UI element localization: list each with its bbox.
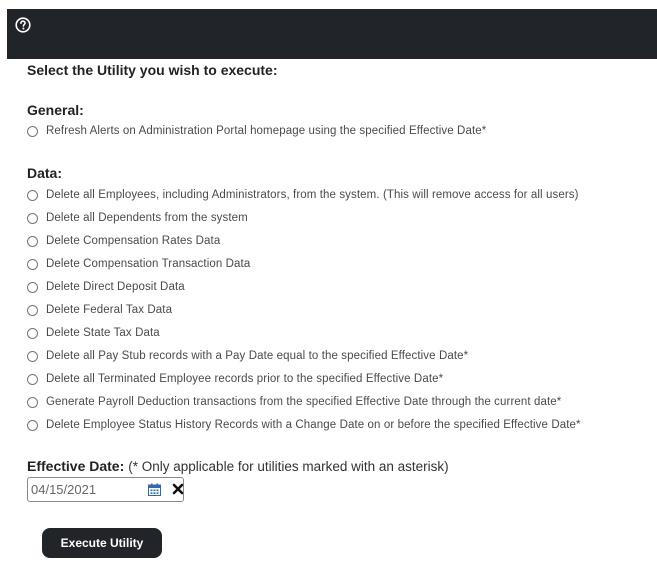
option-label: Delete all Employees, including Administrators, from the system. (This will remove access for all users) [46, 189, 579, 201]
option-label: Delete Employee Status History Records with a Change Date on or before the specified Effective Date* [46, 419, 581, 431]
option-label: Delete State Tax Data [46, 327, 160, 339]
delete-federal-tax-radio[interactable] [27, 305, 38, 316]
option-label: Delete all Dependents from the system [46, 212, 248, 224]
execute-utility-button[interactable]: Execute Utility [42, 528, 162, 558]
option-label: Delete Compensation Transaction Data [46, 258, 251, 270]
delete-terminated-employees-radio[interactable] [27, 374, 38, 385]
option-delete-terminated-employees[interactable] [27, 370, 443, 388]
option-delete-federal-tax[interactable] [27, 301, 172, 319]
page-prompt: Select the Utility you wish to execute: [27, 62, 278, 78]
option-refresh-alerts[interactable] [27, 122, 486, 140]
delete-status-history-radio[interactable] [27, 420, 38, 431]
option-delete-state-tax[interactable] [27, 324, 160, 342]
effective-date-input[interactable] [31, 480, 141, 499]
general-heading: General: [27, 102, 84, 118]
option-delete-compensation-transactions[interactable] [27, 255, 250, 273]
option-delete-direct-deposit[interactable] [27, 278, 185, 296]
option-label: Refresh Alerts on Administration Portal homepage using the specified Effective Date* [46, 125, 487, 137]
data-heading: Data: [27, 165, 63, 181]
top-header-bar [7, 9, 657, 59]
option-delete-status-history[interactable] [27, 416, 581, 434]
effective-date-note: (* Only applicable for utilities marked with an asterisk) [128, 459, 449, 474]
option-generate-payroll-deductions[interactable] [27, 393, 561, 411]
option-delete-pay-stubs[interactable] [27, 347, 468, 365]
delete-compensation-rates-radio[interactable] [27, 236, 38, 247]
calendar-icon[interactable] [148, 483, 161, 496]
delete-employees-radio[interactable] [27, 190, 38, 201]
close-icon[interactable] [171, 482, 185, 496]
delete-pay-stubs-radio[interactable] [27, 351, 38, 362]
effective-date-label-row [27, 458, 449, 474]
delete-direct-deposit-radio[interactable] [27, 282, 38, 293]
option-label: Delete all Terminated Employee records prior to the specified Effective Date* [46, 373, 444, 385]
delete-dependents-radio[interactable] [27, 213, 38, 224]
generate-payroll-deductions-radio[interactable] [27, 397, 38, 408]
option-delete-compensation-rates[interactable] [27, 232, 220, 250]
option-label: Delete Compensation Rates Data [46, 235, 221, 247]
option-label: Delete all Pay Stub records with a Pay Date equal to the specified Effective Date* [46, 350, 469, 362]
option-label: Delete Direct Deposit Data [46, 281, 185, 293]
delete-compensation-transactions-radio[interactable] [27, 259, 38, 270]
question-circle-icon[interactable] [15, 17, 31, 33]
option-delete-employees[interactable] [27, 186, 579, 204]
effective-date-picker [27, 477, 184, 502]
refresh-alerts-radio[interactable] [27, 126, 38, 137]
option-label: Generate Payroll Deduction transactions from the specified Effective Date through the current date* [46, 396, 562, 408]
delete-state-tax-radio[interactable] [27, 328, 38, 339]
option-label: Delete Federal Tax Data [46, 304, 173, 316]
option-delete-dependents[interactable] [27, 209, 248, 227]
effective-date-label: Effective Date: [27, 458, 125, 474]
